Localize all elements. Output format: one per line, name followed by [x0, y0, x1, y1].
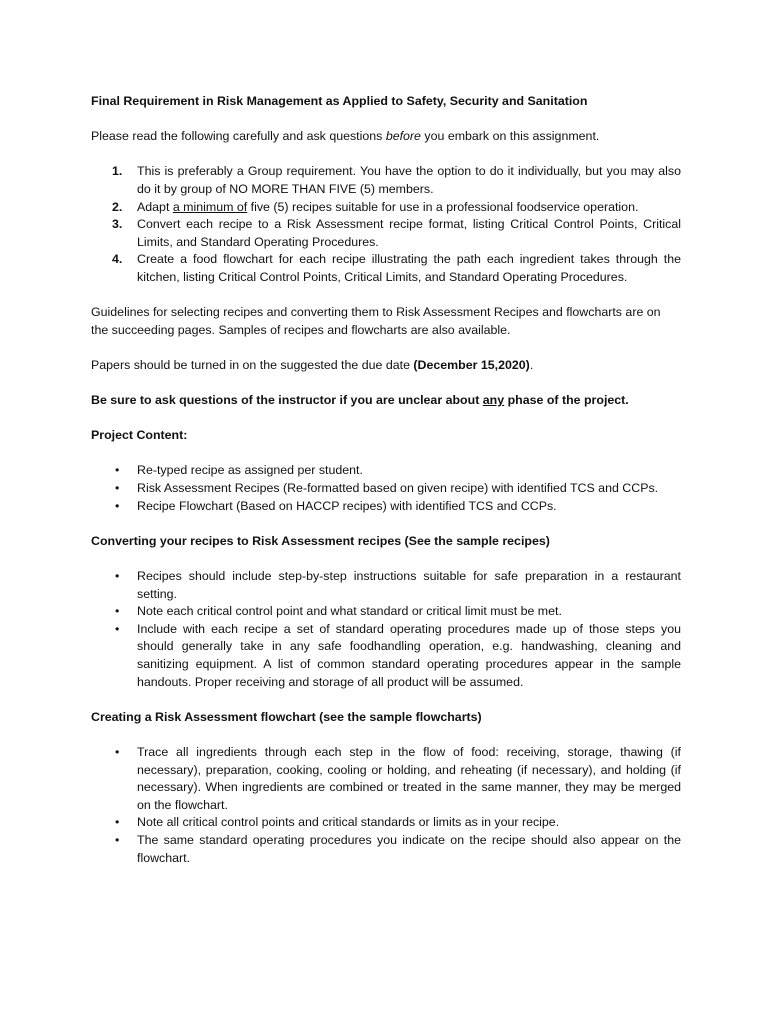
list-item	[91, 814, 681, 832]
requirement-number: 4.	[112, 252, 123, 267]
requirement-text: Create a food flowchart for each recipe illustrating the path each ingredient takes through the kitchen, listing Critical Control Points, Critical Limits, and Standard Operating Procedures.	[137, 252, 681, 284]
requirement-text: Convert each recipe to a Risk Assessment recipe format, listing Critical Control Points, Critical Limits, and Standard Operating Procedures.	[137, 217, 681, 249]
list-item-text: Re-typed recipe as assigned per student.	[137, 463, 363, 478]
intro-text-before: Please read the following carefully and ask questions	[91, 129, 386, 144]
document-title: Final Requirement in Risk Management as Applied to Safety, Security and Sanitation	[91, 94, 588, 108]
due-date-text: Papers should be turned in on the suggested the due date	[91, 357, 414, 372]
intro-paragraph	[91, 128, 681, 146]
bullet-icon: •	[115, 744, 120, 759]
bullet-icon: •	[115, 498, 120, 513]
list-item-text: Trace all ingredients through each step in the flow of food: receiving, storage, thawing (if necessary), preparation, cooking, cooling or holding, and reheating (if necessary), and holding (if necessary). When ingredients are combined or treated in the same manner, they may be merged on the flowchart.	[137, 744, 681, 812]
project-content-list	[91, 462, 681, 515]
requirement-text-before: Adapt	[137, 199, 173, 214]
list-item	[91, 744, 681, 814]
requirement-number: 3.	[112, 217, 123, 232]
requirement-number: 1.	[112, 164, 123, 179]
intro-text-after: you embark on this assignment.	[420, 129, 600, 144]
list-item	[91, 480, 681, 498]
list-item-text: Note all critical control points and critical standards or limits as in your recipe.	[137, 815, 560, 830]
list-item	[91, 462, 681, 480]
bullet-icon: •	[115, 815, 120, 830]
requirement-text-after: five (5) recipes suitable for use in a professional foodservice operation.	[247, 199, 639, 214]
list-item	[91, 568, 681, 603]
due-date-end: .	[529, 357, 534, 372]
list-item	[91, 621, 681, 691]
project-content-heading: Project Content:	[91, 428, 188, 443]
list-item-text: Risk Assessment Recipes (Re-formatted based on given recipe) with identified TCS and CCPs.	[137, 481, 659, 496]
list-item-text: Include with each recipe a set of standard operating procedures made up of those steps you should generally take in any safe foodhandling operation, e.g. handwashing, cleaning and sanitizing equipment. A list of common standard operating procedures appear in the sample handouts. Proper receiving and storage of all product will be assumed.	[137, 621, 681, 689]
bullet-icon: •	[115, 604, 120, 619]
requirement-item	[91, 216, 681, 251]
bullet-icon: •	[115, 832, 120, 847]
due-date-paragraph	[91, 357, 681, 375]
requirement-item	[91, 199, 681, 217]
guidelines-paragraph: Guidelines for selecting recipes and converting them to Risk Assessment Recipes and flowcharts are on the succeeding pages. Samples of recipes and flowcharts are also available.	[91, 305, 661, 337]
requirement-item	[91, 251, 681, 286]
intro-emphasis: before	[385, 129, 421, 144]
requirement-item	[91, 163, 681, 198]
list-item-text: Recipes should include step-by-step instructions suitable for safe preparation in a restaurant setting.	[137, 569, 681, 601]
bullet-icon: •	[115, 463, 120, 478]
bullet-icon: •	[115, 621, 120, 636]
requirement-number: 2.	[112, 199, 123, 214]
list-item	[91, 603, 681, 621]
document-body	[91, 93, 681, 867]
list-item	[91, 498, 681, 516]
list-item-text: Note each critical control point and what standard or critical limit must be met.	[137, 604, 562, 619]
flowchart-list	[91, 744, 681, 867]
due-date-value: (December 15,2020)	[413, 357, 530, 372]
ask-instructor-paragraph	[91, 392, 681, 410]
bullet-icon: •	[115, 569, 120, 584]
requirement-text: This is preferably a Group requirement. You have the option to do it individually, but you may also do it by group of NO MORE THAN FIVE (5) members.	[137, 164, 681, 196]
list-item	[91, 832, 681, 867]
ask-underline: any	[482, 393, 505, 408]
requirement-underline: a minimum of	[172, 199, 248, 214]
ask-text-before: Be sure to ask questions of the instructor if you are unclear about	[91, 393, 483, 408]
list-item-text: The same standard operating procedures you indicate on the recipe should also appear on the flowchart.	[137, 832, 681, 865]
ask-text-after: phase of the project.	[504, 393, 629, 408]
converting-heading: Converting your recipes to Risk Assessment recipes (See the sample recipes)	[91, 533, 550, 548]
bullet-icon: •	[115, 481, 120, 496]
converting-list	[91, 568, 681, 691]
flowchart-heading: Creating a Risk Assessment flowchart (see the sample flowcharts)	[91, 709, 482, 724]
list-item-text: Recipe Flowchart (Based on HACCP recipes) with identified TCS and CCPs.	[137, 498, 557, 513]
requirements-list	[91, 163, 681, 286]
